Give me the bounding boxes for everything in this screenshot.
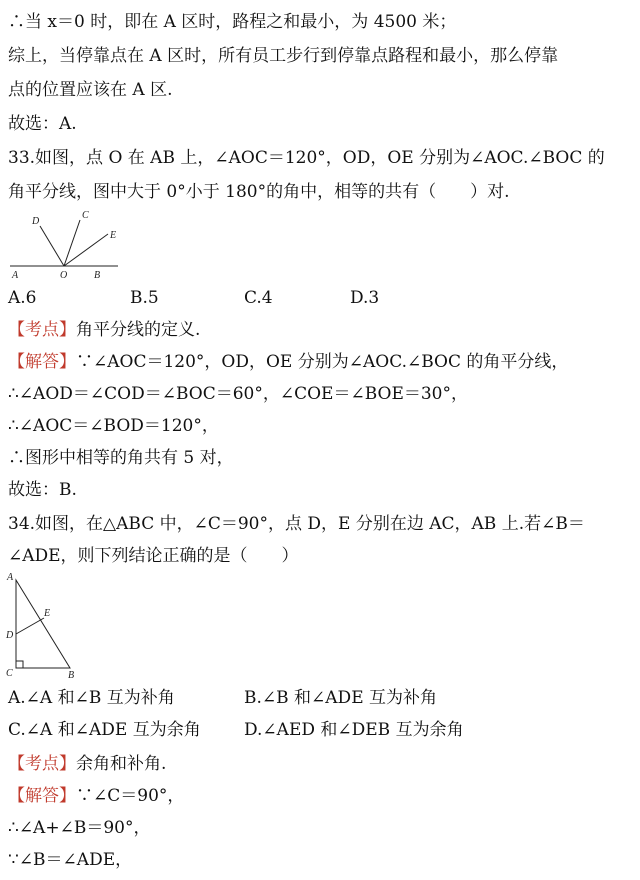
kaodian-line <box>8 318 200 342</box>
triangle-figure <box>4 570 94 680</box>
kaodian-text: 角平分线的定义. <box>76 320 201 340</box>
solution-line: ∴∠AOD＝∠COD＝∠BOC＝60°，∠COE＝∠BOE＝30°， <box>8 384 468 404</box>
solution-line: ∴∠AOC＝∠BOD＝120°， <box>8 416 219 436</box>
option-d: D.∠AED 和∠DEB 互为余角 <box>244 720 464 740</box>
solution-line: 点的位置应该在 A 区. <box>8 80 173 100</box>
question-stem: ∠ADE，则下列结论正确的是（ ） <box>8 546 299 566</box>
kaodian-text: 余角和补角. <box>76 754 167 774</box>
solution-line: ∴∠A+∠B＝90°， <box>8 818 151 838</box>
figure-label-d: D <box>6 630 14 641</box>
jieda-tag: 【解答】 <box>8 352 76 372</box>
jieda-line <box>8 350 568 374</box>
figure-label-e: E <box>110 230 117 241</box>
answer-choice-line: 故选：B. <box>8 480 77 500</box>
option-b: B.∠B 和∠ADE 互为补角 <box>244 688 438 708</box>
kaodian-line <box>8 752 166 776</box>
option-a: A.∠A 和∠B 互为补角 <box>8 688 175 708</box>
kaodian-tag: 【考点】 <box>8 754 76 774</box>
option-c: C.∠A 和∠ADE 互为余角 <box>8 720 201 740</box>
figure-label-d: D <box>32 216 40 227</box>
figure-label-c: C <box>6 668 13 679</box>
figure-label-e: E <box>44 608 51 619</box>
figure-label-c: C <box>82 210 89 221</box>
figure-label-a: A <box>12 270 19 280</box>
solution-line: ∴当 x＝0 时，即在 A 区时，路程之和最小，为 4500 米； <box>8 12 457 32</box>
question-stem: 33.如图，点 O 在 AB 上，∠AOC＝120°，OD，OE 分别为∠AOC.∠BOC 的 <box>8 148 605 168</box>
jieda-tag: 【解答】 <box>8 786 76 806</box>
option-a: A.6 <box>8 288 37 308</box>
option-d: D.3 <box>350 288 380 308</box>
jieda-text: ∵∠AOC＝120°，OD，OE 分别为∠AOC.∠BOC 的角平分线， <box>76 352 569 372</box>
question-stem: 角平分线，图中大于 0°小于 180°的角中，相等的共有（ ）对. <box>8 182 510 202</box>
solution-line: 综上，当停靠点在 A 区时，所有员工步行到停靠点路程和最小，那么停靠 <box>8 46 559 66</box>
figure-label-b: B <box>94 270 101 280</box>
question-stem: 34.如图，在△ABC 中，∠C＝90°，点 D，E 分别在边 AC，AB 上.若∠B＝ <box>8 514 585 534</box>
kaodian-tag: 【考点】 <box>8 320 76 340</box>
jieda-line <box>8 784 184 808</box>
figure-label-o: O <box>60 270 68 280</box>
angle-bisector-figure <box>6 204 126 280</box>
answer-choice-line: 故选：A. <box>8 114 77 134</box>
option-c: C.4 <box>244 288 273 308</box>
jieda-text: ∵∠C＝90°， <box>76 786 185 806</box>
option-b: B.5 <box>130 288 159 308</box>
solution-line: ∵∠B＝∠ADE， <box>8 850 133 870</box>
figure-label-a: A <box>7 572 14 583</box>
solution-line: ∴图形中相等的角共有 5 对， <box>8 448 234 468</box>
figure-label-b: B <box>68 670 75 680</box>
